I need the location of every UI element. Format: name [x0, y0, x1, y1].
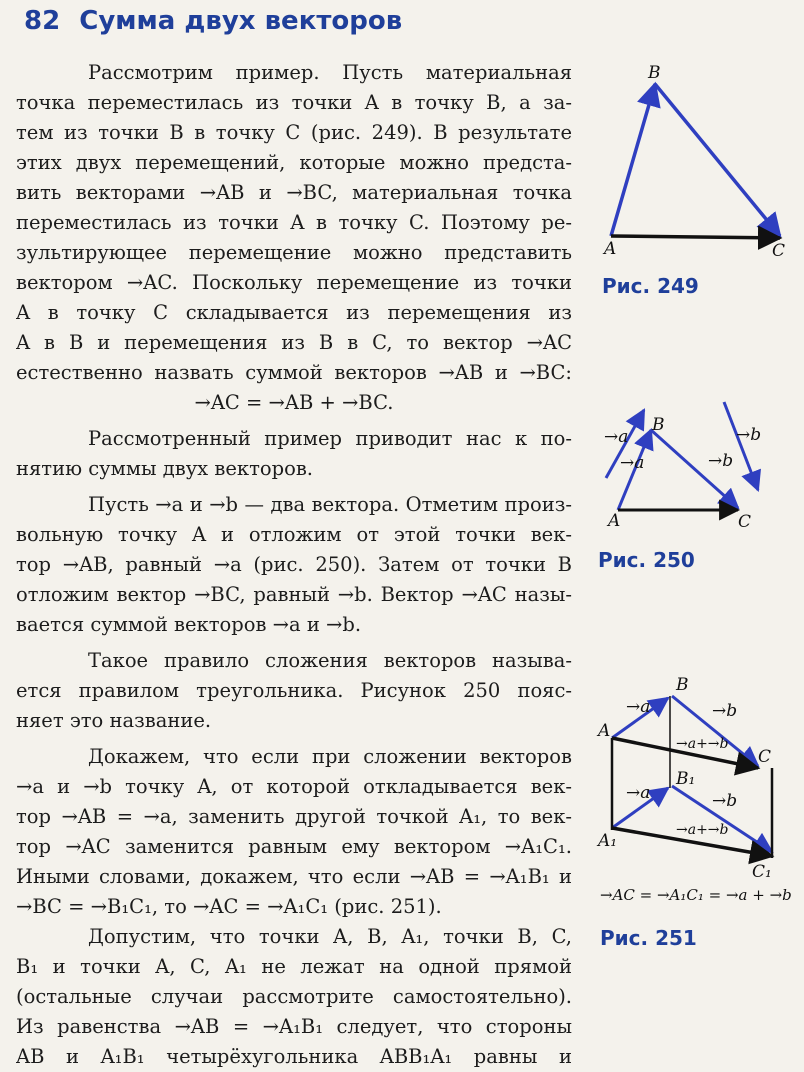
text-line: естественно назвать суммой векторов →AB и →BC: [16, 361, 572, 384]
label-b: B [648, 63, 661, 83]
text-line: Такое правило сложения векторов называ- [88, 649, 572, 672]
text-line: Рассмотрим пример. Пусть материальная [88, 61, 572, 84]
section-number: 82 [24, 6, 61, 36]
label-a1: A₁ [598, 831, 618, 851]
text-line: тор →AB, равный →a (рис. 250). Затем от точки B [16, 553, 572, 576]
vector-b-free [724, 402, 758, 490]
label-b: B [676, 675, 689, 695]
label-c: C [772, 241, 786, 261]
label-a-free: →a [604, 427, 629, 447]
text-line: Рассмотренный пример приводит нас к по- [88, 427, 572, 450]
label-ab-top: →a+→b [676, 736, 729, 752]
text-line: Допустим, что точки A, B, A₁, точки B, C, [88, 925, 572, 948]
text-line: →BC = →B₁C₁, то →AC = →A₁C₁ (рис. 251). [16, 895, 442, 918]
text-line: отложим вектор →BC, равный →b. Вектор →AC назы- [16, 583, 572, 606]
text-line: B₁ и точки A, C, A₁ не лежат на одной прямой [16, 955, 572, 978]
label-a: A [608, 511, 621, 531]
caption-fig251: Рис. 251 [600, 926, 697, 950]
text-line: точка переместилась из точки A в точку B, а за- [16, 91, 572, 114]
vector-ab [611, 84, 655, 236]
caption-fig250: Рис. 250 [598, 548, 695, 572]
figure-251 [596, 675, 792, 904]
text-line: переместилась из точки A в точку C. Поэтому ре- [16, 211, 572, 234]
text-line: тор →AB = →a, заменить другой точкой A₁, то век- [16, 805, 572, 828]
label-b-mid: →b [712, 791, 738, 811]
figure-249 [602, 63, 785, 261]
vector-ac [611, 236, 780, 238]
text-line: вить векторами →AB и →BC, материальная точка [16, 181, 572, 204]
text-line: вается суммой векторов →a и →b. [16, 613, 362, 636]
text-line: вольную точку A и отложим от этой точки век- [16, 523, 572, 546]
label-a: A [604, 239, 617, 259]
text-line: Пусть →a и →b — два вектора. Отметим произ- [88, 493, 572, 516]
text-line: A в B и перемещения из B в C, то вектор →AC [16, 331, 572, 354]
text-line: AB и A₁B₁ четырёхугольника ABB₁A₁ равны и [16, 1045, 572, 1068]
text-line: тор →AC заменится равным ему вектором →A₁C₁. [16, 835, 572, 858]
text-line: (остальные случаи рассмотрите самостоятельно). [16, 985, 572, 1008]
label-a-top: →a [626, 697, 651, 717]
text-line: нятию суммы двух векторов. [16, 457, 313, 480]
label-c: C [758, 747, 772, 767]
figure-250 [604, 402, 761, 532]
label-b: B [652, 415, 665, 435]
label-a-mid: →a [626, 783, 651, 803]
label-ab-mid: →a+→b [676, 822, 729, 838]
text-line: →a и →b точку A, от которой откладывается век- [16, 775, 572, 798]
text-line: зультирующее перемещение можно представить [16, 241, 572, 264]
section-title: Сумма двух векторов [79, 6, 403, 36]
label-b-bc: →b [708, 451, 734, 471]
label-c: C [738, 512, 752, 532]
text-line: этих двух перемещений, которые можно предста- [16, 151, 572, 174]
text-line: ется правилом треугольника. Рисунок 250 пояс- [16, 679, 572, 702]
label-b-top: →b [712, 701, 738, 721]
text-line: A в точку C складывается из перемещения из [16, 301, 572, 324]
fig251-formula: →AC = →A₁C₁ = →a + →b [600, 886, 792, 904]
text-line: тем из точки B в точку C (рис. 249). В результате [16, 121, 572, 144]
label-b-free: →b [736, 425, 762, 445]
text-line: Иными словами, докажем, что если →AB = →A₁B₁ и [16, 865, 572, 888]
text-line: Из равенства →AB = →A₁B₁ следует, что стороны [16, 1015, 572, 1038]
text-line: няет это название. [16, 709, 212, 732]
formula-line: →AC = →AB + →BC. [194, 391, 394, 414]
label-a-ab: →a [620, 453, 645, 473]
text-line: Докажем, что если при сложении векторов [88, 745, 572, 768]
caption-fig249: Рис. 249 [602, 274, 699, 298]
vector-bc [655, 84, 780, 236]
text-line: вектором →AC. Поскольку перемещение из точки [16, 271, 572, 294]
label-a: A [598, 721, 611, 741]
label-b1: B₁ [676, 769, 696, 789]
label-c1: C₁ [752, 862, 772, 882]
